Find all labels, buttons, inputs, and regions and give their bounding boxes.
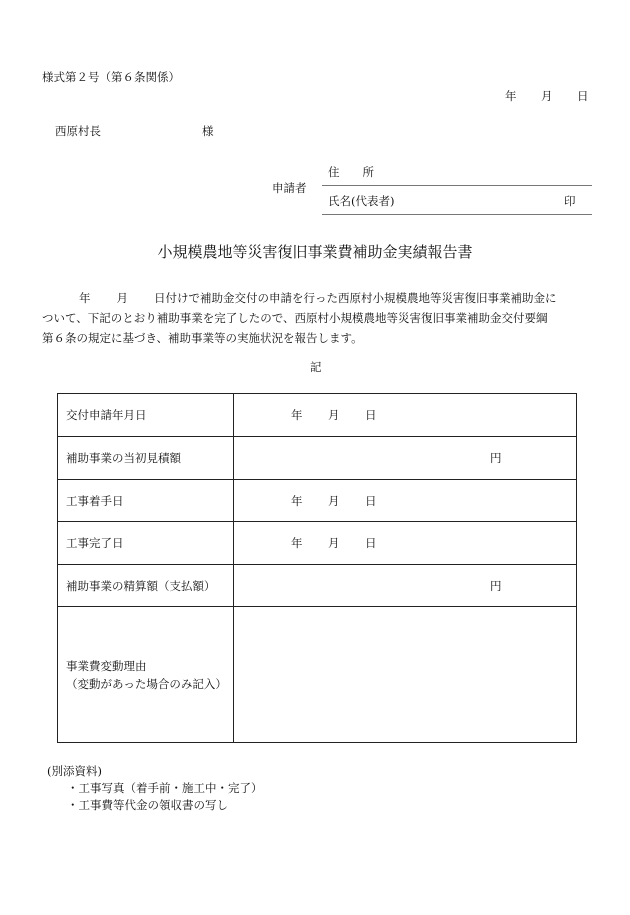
addressee-name: 西原村長 [55,124,101,138]
table-row [58,607,577,743]
name-underline [322,214,592,215]
row-value-date[interactable] [234,394,577,437]
reason-label: 事業費変動理由 [66,658,147,673]
header-date-year: 年 [505,89,517,103]
table-row [58,394,577,437]
reason-note: （変動があった場合のみ記入） [66,676,227,691]
date-day-unit: 日 [365,493,377,508]
attachments [47,763,263,814]
body-line-1 [42,288,592,308]
applicant-address-label: 住 所 [328,165,374,179]
applicant-name-label: 氏名(代表者) [328,194,395,208]
body-line-3: 第６条の規定に基づき、補助事業等の実施状況を報告します。 [42,331,363,345]
date-month-unit: 月 [328,493,340,508]
ki-mark: 記 [310,360,322,374]
address-underline [322,185,592,186]
table-row [58,437,577,480]
row-label: 工事着手日 [58,480,234,522]
row-label: 補助事業の当初見積額 [58,437,234,480]
list-item: ・工事費等代金の領収書の写し [67,798,228,812]
row-label: 交付申請年月日 [58,394,234,437]
applicant-label: 申請者 [272,181,307,195]
date-month-unit: 月 [328,408,340,422]
row-label: 工事完了日 [58,522,234,565]
report-table [57,393,577,743]
yen-unit: 円 [490,578,502,593]
row-label-reason [58,607,234,743]
addressee-honorific: 様 [202,124,214,138]
attachments-heading: (別添資料) [47,764,102,778]
row-value-amount[interactable] [234,437,577,480]
header-date-month: 月 [541,89,553,103]
row-value-reason[interactable] [234,607,577,743]
yen-unit: 円 [490,451,502,465]
body-text [42,288,592,348]
body-line-2: ついて、下記のとおり補助事業を完了したので、西原村小規模農地等災害復旧事業補助金交付要綱 [42,311,548,325]
date-year-unit: 年 [291,536,303,550]
date-year-unit: 年 [291,408,303,422]
date-day-unit: 日 [365,536,377,550]
date-month-unit: 月 [328,536,340,550]
row-label: 補助事業の精算額（支払額） [58,565,234,607]
table-row [58,480,577,522]
table-row [58,522,577,565]
body-year: 年 [79,291,91,305]
date-year-unit: 年 [291,493,303,508]
row-value-date[interactable] [234,522,577,565]
row-value-amount[interactable] [234,565,577,607]
form-number: 様式第２号（第６条関係） [42,70,180,84]
header-date-day: 日 [577,89,589,103]
table-row [58,565,577,607]
body-month: 月 [116,291,128,305]
document-title: 小規模農地等災害復旧事業費補助金実績報告書 [157,243,473,261]
seal-mark: 印 [564,194,576,208]
list-item: ・工事写真（着手前・施工中・完了） [67,781,263,795]
body-line-1-text: 日付けで補助金交付の申請を行った西原村小規模農地等災害復旧事業補助金に [154,291,557,305]
date-day-unit: 日 [365,408,377,422]
row-value-date[interactable] [234,480,577,522]
